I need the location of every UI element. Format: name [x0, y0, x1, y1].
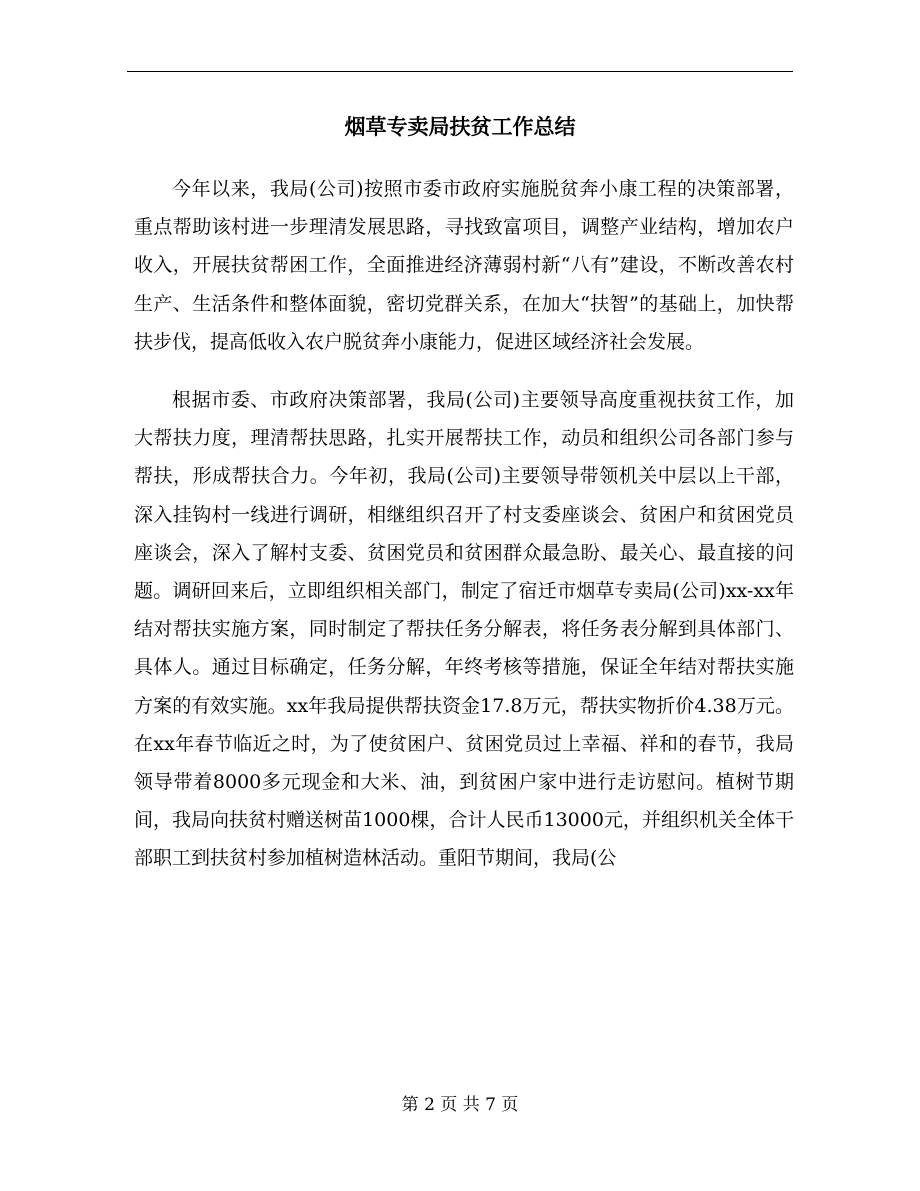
header-rule [127, 71, 793, 72]
document-title: 烟草专卖局扶贫工作总结 [344, 115, 576, 139]
page-number: 第 2 页 共 7 页 [401, 1095, 519, 1115]
document-body [134, 170, 794, 898]
paragraph-1: 今年以来，我局(公司)按照市委市政府实施脱贫奔小康工程的决策部署，重点帮助该村进一步理清发展思路，寻找致富项目，调整产业结构，增加农户收入，开展扶贫帮困工作，全面推进经济薄弱村新“八有”建设，不断改善农村生产、生活条件和整体面貌，密切党群关系，在加大“扶智”的基础上，加快帮扶步伐，提高低收入农户脱贫奔小康能力，促进区域经济社会发展。 [134, 178, 794, 353]
paragraph-2: 根据市委、市政府决策部署，我局(公司)主要领导高度重视扶贫工作，加大帮扶力度，理清帮扶思路，扎实开展帮扶工作，动员和组织公司各部门参与帮扶，形成帮扶合力。今年初，我局(公司)主要领导带领机关中层以上干部，深入挂钩村一线进行调研，相继组织召开了村支委座谈会、贫困户和贫困党员座谈会，深入了解村支委、贫困党员和贫困群众最急盼、最关心、最直接的问题。调研回来后，立即组织相关部门，制定了宿迁市烟草专卖局(公司)xx-xx年结对帮扶实施方案，同时制定了帮扶任务分解表，将任务表分解到具体部门、具体人。通过目标确定，任务分解，年终考核等措施，保证全年结对帮扶实施方案的有效实施。xx年我局提供帮扶资金17.8万元，帮扶实物折价4.38万元。在xx年春节临近之时，为了使贫困户、贫困党员过上幸福、祥和的春节，我局领导带着8000多元现金和大米、油，到贫困户家中进行走访慰问。植树节期间，我局向扶贫村赠送树苗1000棵，合计人民币13000元，并组织机关全体干部职工到扶贫村参加植树造林活动。重阳节期间，我局(公 [134, 389, 794, 870]
